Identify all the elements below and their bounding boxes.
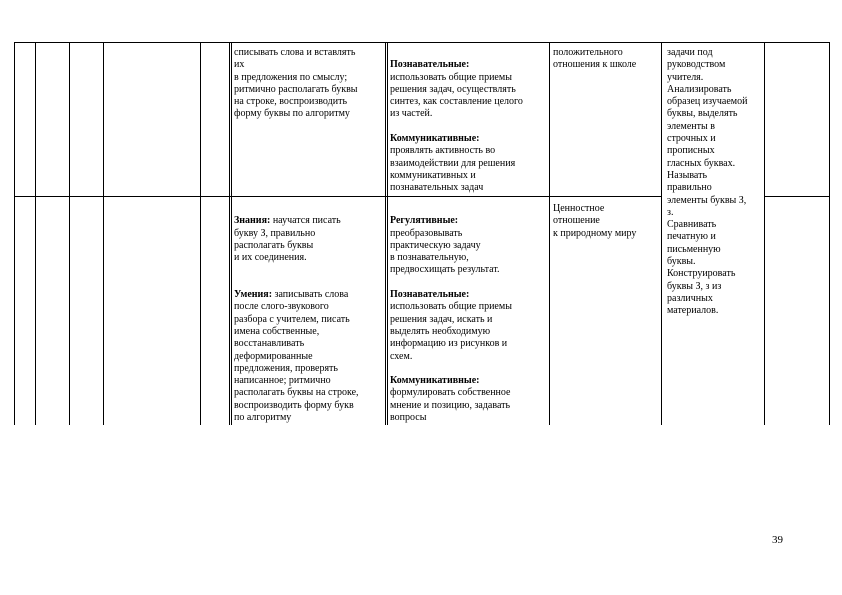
row1-uud-text-cognitive: использовать общие приемы решения задач, осуществлять синтез, как составление целого из частей. [390, 71, 523, 120]
row2-uud-heading-regulative: Регулятивные: [390, 215, 459, 227]
row2-uud-cell [390, 203, 548, 437]
row2-results-cell [234, 203, 386, 424]
row2-uud-heading-cognitive: Познавательные: [390, 289, 470, 301]
row2-skills-heading: Умения: [234, 289, 273, 301]
row1-uud-heading-cognitive: Познавательные: [390, 59, 470, 71]
row1-results-cell: списывать слова и вставлять их в предложения по смыслу; ритмично располагать буквы на строке, воспроизводить форму буквы по алгоритму [234, 47, 358, 120]
row1-uud-cell [390, 47, 548, 207]
row1-personal-cell: положительного отношения к школе [553, 47, 637, 71]
row1-uud-heading-communicative: Коммуникативные: [390, 133, 480, 145]
activity-cell: задачи под руководством учителя. Анализировать образец изучаемой буквы, выделять элементы в строчных и прописных гласных буквах. Называть правильно элементы буквы З, з. Сравнивать печатную и письменную буквы. Конструировать буквы З, з из различных материалов. [667, 47, 748, 317]
row2-uud-heading-communicative: Коммуникативные: [390, 375, 480, 387]
row2-knowledge-text: научатся писать букву З, правильно располагать буквы и их соединения. [234, 215, 341, 264]
row2-knowledge-heading: Знания: [234, 215, 271, 227]
row2-uud-text-cognitive: использовать общие приемы решения задач, искать и выделять необходимую информацию из рисунков и схем. [390, 301, 512, 362]
page-number: 39 [772, 534, 783, 546]
row2-uud-text-regulative: преобразовывать практическую задачу в познавательную, предвосхищать результат. [390, 227, 500, 276]
row2-skills-text: записывать слова после слого-звукового разбора с учителем, писать имена собственные, восстанавливать деформированные предложения, проверять написанное; ритмично располагать буквы на строке, воспроизводить форму букв по алгоритму [234, 289, 359, 424]
row2-personal-cell: Ценностное отношение к природному миру [553, 203, 637, 239]
row1-uud-text-communicative: проявлять активность во взаимодействии для решения коммуникативных и познавательных задач [390, 145, 516, 194]
row2-uud-text-communicative: формулировать собственное мнение и позицию, задавать вопросы [390, 387, 511, 424]
